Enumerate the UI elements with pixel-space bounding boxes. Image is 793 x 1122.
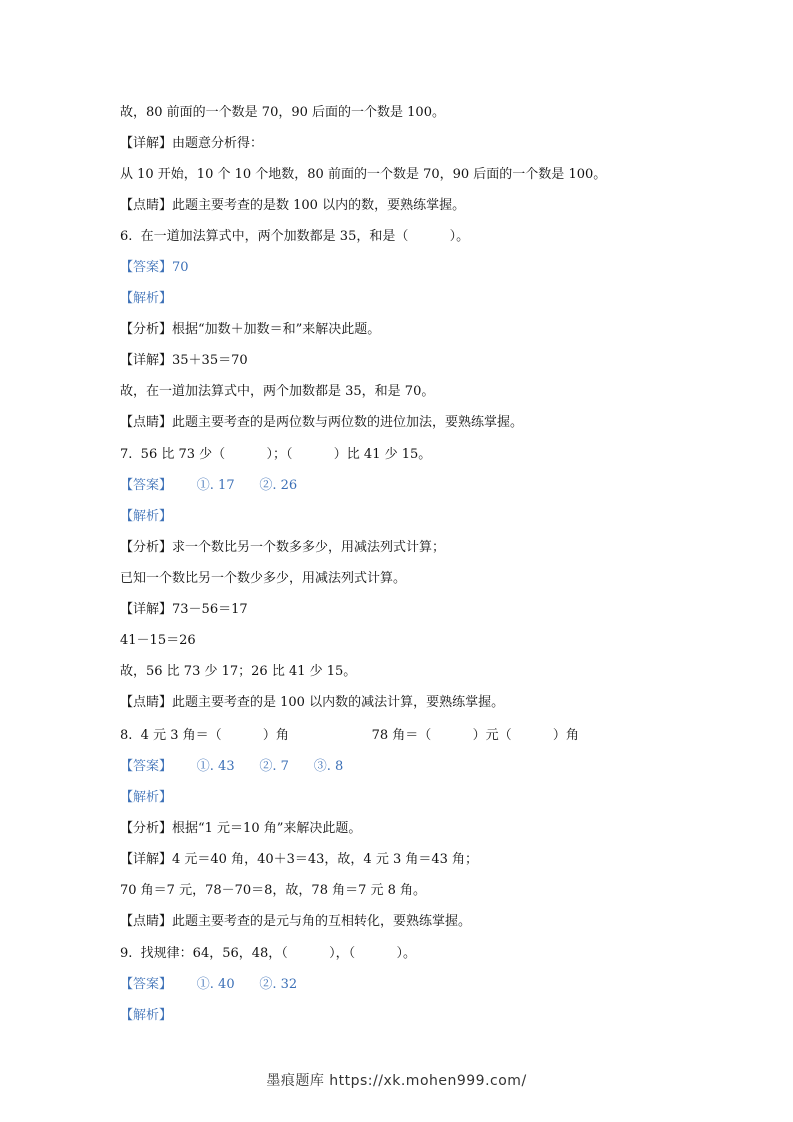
- analysis-label: 【解析】: [120, 291, 173, 306]
- text-line: 从 10 开始，10 个 10 个地数，80 前面的一个数是 70，90 后面的一个数是 100。: [120, 167, 607, 182]
- text-line: 【分析】根据“加数＋加数＝和”来解决此题。: [120, 322, 381, 337]
- detail-heading: 【详解】由题意分析得：: [120, 136, 264, 151]
- text-line: 【详解】35＋35＝70: [120, 353, 248, 368]
- question-9: 9. 找规律：64，56，48，（ ），（ ）。: [120, 946, 416, 961]
- analysis-label: 【解析】: [120, 790, 173, 805]
- text-line: 【分析】求一个数比另一个数多多少，用减法列式计算；: [120, 540, 446, 555]
- text-line: 已知一个数比另一个数少多少，用减法列式计算。: [120, 571, 407, 586]
- text-line: 【详解】73－56＝17: [120, 602, 248, 617]
- question-7: 7. 56 比 73 少（ ）；（ ）比 41 少 15。: [120, 447, 432, 462]
- answer-label: 【答案】 ①. 40 ②. 32: [120, 977, 298, 992]
- text-line: 41－15＝26: [120, 633, 196, 648]
- text-line: 【分析】根据“1 元＝10 角”来解决此题。: [120, 821, 362, 836]
- analysis-label: 【解析】: [120, 1008, 173, 1023]
- footer-watermark: 墨痕题库 https://xk.mohen999.com/: [266, 1073, 527, 1089]
- summary-line: 【点睛】此题主要考查的是 100 以内数的减法计算，要熟练掌握。: [120, 695, 505, 710]
- summary-line: 【点睛】此题主要考查的是元与角的互相转化，要熟练掌握。: [120, 914, 472, 929]
- question-6: 6. 在一道加法算式中，两个加数都是 35，和是（ ）。: [120, 229, 470, 244]
- question-8: 8. 4 元 3 角＝（ ）角 78 角＝（ ）元（ ）角: [120, 728, 579, 743]
- analysis-label: 【解析】: [120, 509, 173, 524]
- answer-label: 【答案】 ①. 43 ②. 7 ③. 8: [120, 759, 344, 774]
- text-line: 70 角＝7 元，78－70＝8，故，78 角＝7 元 8 角。: [120, 883, 427, 898]
- answer-label: 【答案】70: [120, 260, 189, 275]
- text-line: 【详解】4 元＝40 角，40＋3＝43，故，4 元 3 角＝43 角；: [120, 852, 479, 867]
- answer-label: 【答案】 ①. 17 ②. 26: [120, 478, 298, 493]
- text-line: 故，80 前面的一个数是 70，90 后面的一个数是 100。: [120, 105, 445, 120]
- summary-line: 【点睛】此题主要考查的是两位数与两位数的进位加法，要熟练掌握。: [120, 415, 524, 430]
- summary-line: 【点睛】此题主要考查的是数 100 以内的数，要熟练掌握。: [120, 198, 466, 213]
- text-line: 故，56 比 73 少 17；26 比 41 少 15。: [120, 664, 357, 679]
- text-line: 故，在一道加法算式中，两个加数都是 35，和是 70。: [120, 384, 435, 399]
